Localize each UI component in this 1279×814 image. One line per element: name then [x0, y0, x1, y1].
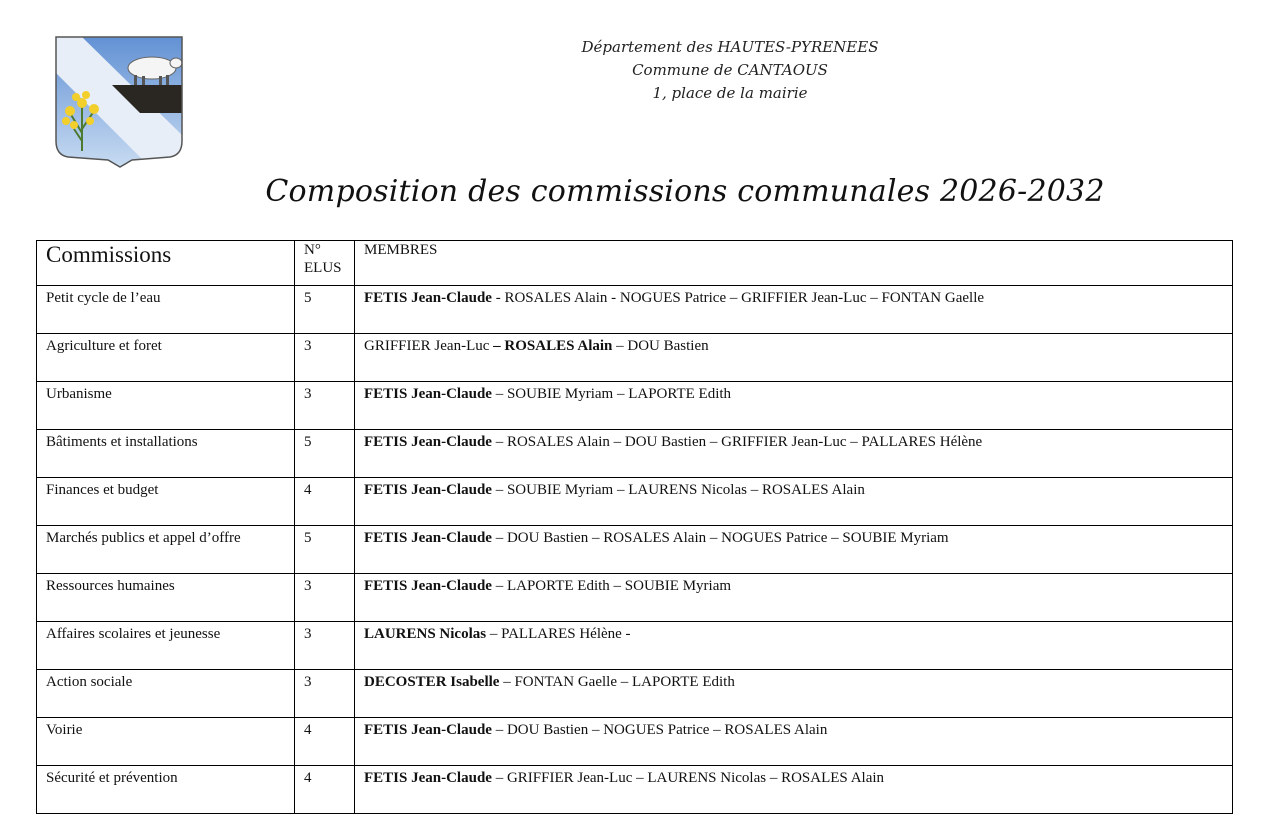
members-list — [355, 718, 1233, 766]
coat-of-arms-logo — [52, 33, 186, 169]
letterhead — [525, 36, 935, 105]
member-names: – DOU Bastien — [612, 338, 709, 354]
members-list — [355, 286, 1233, 334]
member-names: – SOUBIE Myriam – LAPORTE Edith — [491, 386, 732, 402]
member-president: FETIS Jean-Claude — [364, 578, 492, 594]
member-names: GRIFFIER Jean-Luc — [364, 338, 494, 354]
commission-name: Urbanisme — [37, 382, 295, 430]
member-president: LAURENS Nicolas — [364, 626, 487, 642]
table-row — [37, 286, 1233, 334]
address-line: 1, place de la mairie — [652, 84, 808, 102]
member-president: FETIS Jean-Claude — [364, 482, 492, 498]
members-list — [355, 478, 1233, 526]
elected-count: 5 — [295, 286, 355, 334]
header-members: MEMBRES — [355, 241, 1233, 286]
members-list — [355, 526, 1233, 574]
members-list — [355, 766, 1233, 814]
table-row — [37, 526, 1233, 574]
page-title: Composition des commissions communales 2026-2032 — [265, 174, 1105, 209]
commission-name: Ressources humaines — [37, 574, 295, 622]
elected-count: 4 — [295, 718, 355, 766]
commission-name: Marchés publics et appel d’offre — [37, 526, 295, 574]
member-president: DECOSTER Isabelle — [364, 674, 500, 690]
member-names: – LAPORTE Edith – SOUBIE Myriam — [491, 578, 732, 594]
commission-name: Finances et budget — [37, 478, 295, 526]
header-count-line1: N° — [304, 242, 321, 258]
member-president: FETIS Jean-Claude — [364, 770, 492, 786]
members-list — [355, 430, 1233, 478]
table-row — [37, 670, 1233, 718]
members-list — [355, 622, 1233, 670]
commune-line: Commune de CANTAOUS — [632, 61, 828, 79]
commission-name: Bâtiments et installations — [37, 430, 295, 478]
members-list — [355, 382, 1233, 430]
table-row — [37, 766, 1233, 814]
member-names: – DOU Bastien – ROSALES Alain – NOGUES Patrice – SOUBIE Myriam — [491, 530, 949, 546]
table-row — [37, 718, 1233, 766]
commission-name: Voirie — [37, 718, 295, 766]
table-row — [37, 478, 1233, 526]
elected-count: 3 — [295, 622, 355, 670]
header-count — [295, 241, 355, 286]
header-commissions: Commissions — [37, 241, 295, 286]
elected-count: 5 — [295, 526, 355, 574]
department-line: Département des HAUTES-PYRENEES — [581, 38, 879, 56]
member-president: – ROSALES Alain — [493, 338, 613, 354]
table-row — [37, 382, 1233, 430]
elected-count: 3 — [295, 670, 355, 718]
elected-count: 4 — [295, 478, 355, 526]
member-president: FETIS Jean-Claude — [364, 530, 492, 546]
table-row — [37, 574, 1233, 622]
commission-name: Petit cycle de l’eau — [37, 286, 295, 334]
commission-name: Agriculture et foret — [37, 334, 295, 382]
commission-name: Action sociale — [37, 670, 295, 718]
member-names: – FONTAN Gaelle – LAPORTE Edith — [499, 674, 735, 690]
table-row — [37, 430, 1233, 478]
member-names: – DOU Bastien – NOGUES Patrice – ROSALES Alain — [491, 722, 828, 738]
commission-name: Affaires scolaires et jeunesse — [37, 622, 295, 670]
elected-count: 3 — [295, 382, 355, 430]
member-president: FETIS Jean-Claude — [364, 434, 492, 450]
member-names: - ROSALES Alain - NOGUES Patrice – GRIFFIER Jean-Luc – FONTAN Gaelle — [491, 290, 985, 306]
table-row — [37, 622, 1233, 670]
member-names: – PALLARES Hélène - — [486, 626, 631, 642]
member-names: – GRIFFIER Jean-Luc – LAURENS Nicolas – ROSALES Alain — [491, 770, 885, 786]
member-names: – SOUBIE Myriam – LAURENS Nicolas – ROSALES Alain — [491, 482, 865, 498]
elected-count: 3 — [295, 334, 355, 382]
member-names: – ROSALES Alain – DOU Bastien – GRIFFIER Jean-Luc – PALLARES Hélène — [491, 434, 983, 450]
commissions-table — [36, 240, 1233, 814]
member-president: FETIS Jean-Claude — [364, 722, 492, 738]
table-row — [37, 334, 1233, 382]
member-president: FETIS Jean-Claude — [364, 386, 492, 402]
elected-count: 4 — [295, 766, 355, 814]
table-header-row — [37, 241, 1233, 286]
elected-count: 5 — [295, 430, 355, 478]
members-list — [355, 670, 1233, 718]
members-list — [355, 334, 1233, 382]
commission-name: Sécurité et prévention — [37, 766, 295, 814]
elected-count: 3 — [295, 574, 355, 622]
header-count-line2: ELUS — [304, 260, 342, 276]
members-list — [355, 574, 1233, 622]
member-president: FETIS Jean-Claude — [364, 290, 492, 306]
